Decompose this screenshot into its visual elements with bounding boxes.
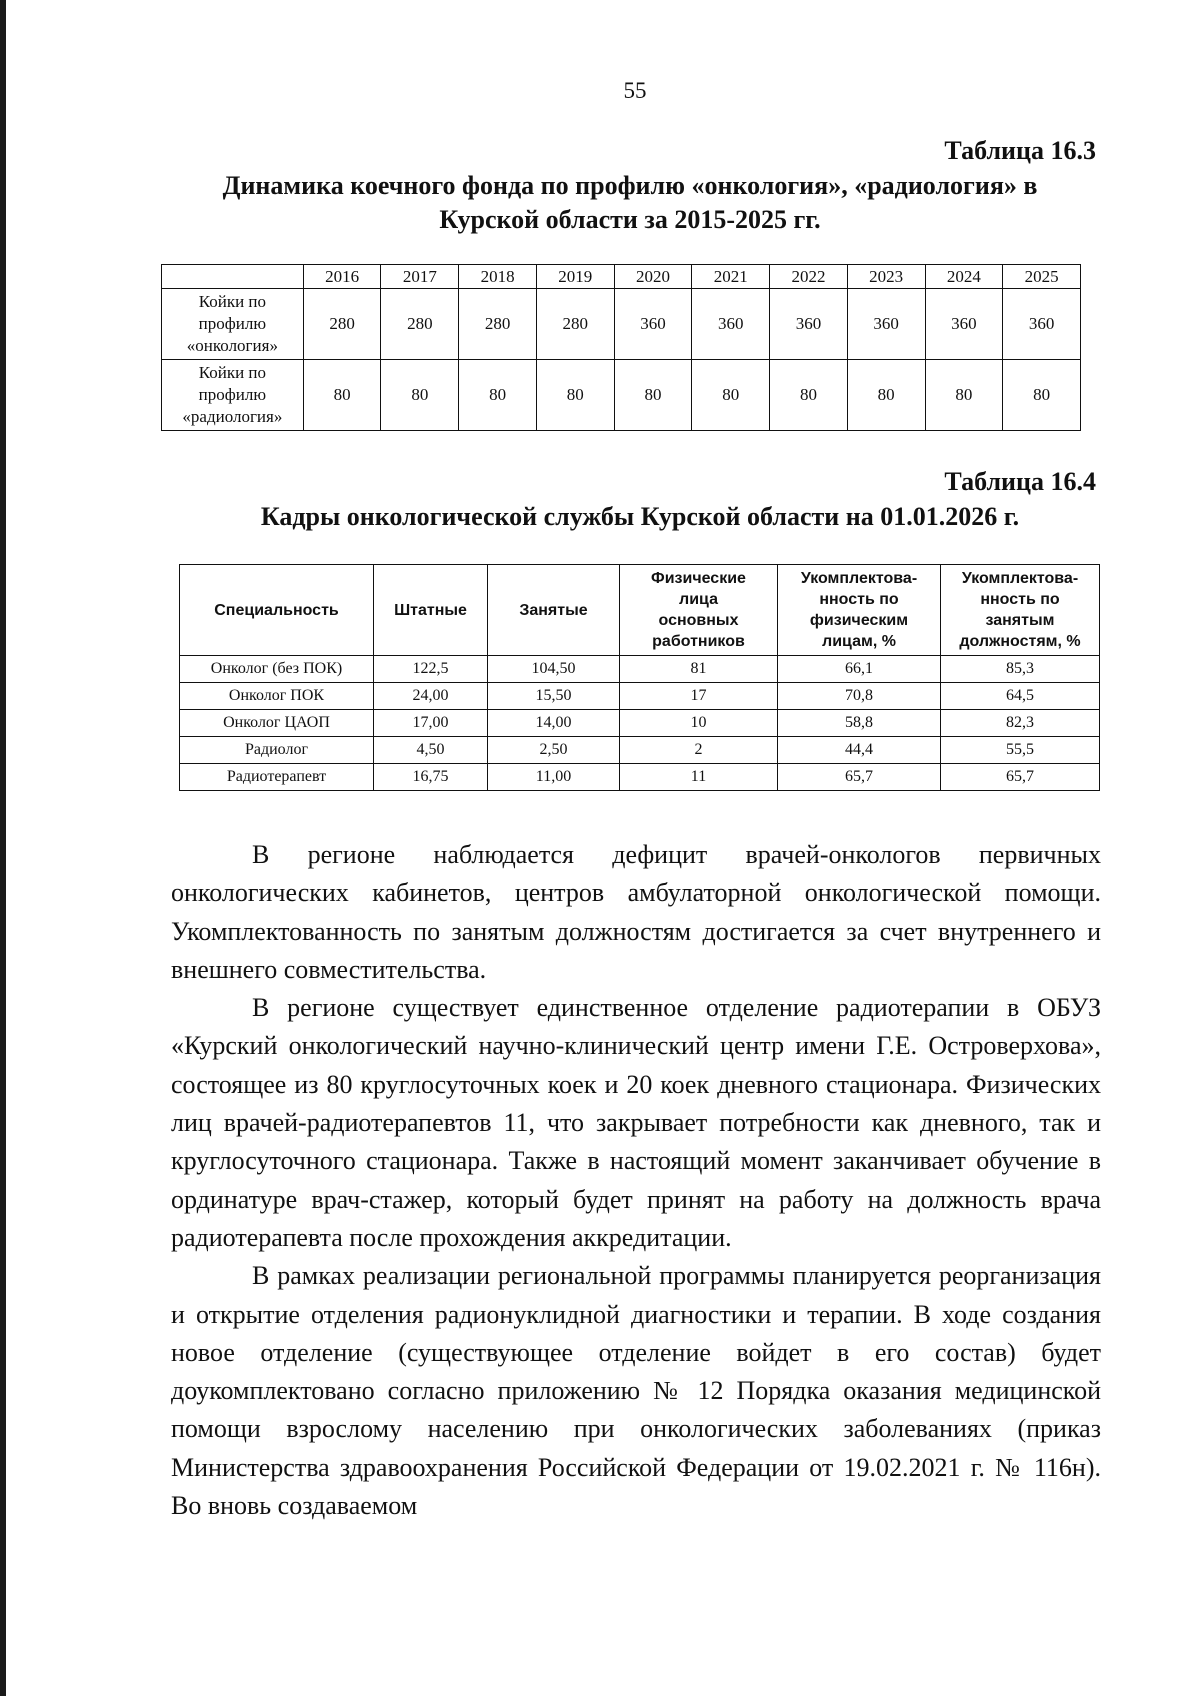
header-staffing-by-positions [941,565,1100,656]
table-row [162,360,1081,431]
table-cell: 17 [620,683,778,710]
table-cell: 360 [770,289,848,360]
table-row [162,289,1081,360]
row-label-oncology [162,289,304,360]
table-row [180,656,1100,683]
table-cell: 10 [620,710,778,737]
table-cell: 2 [620,737,778,764]
table-cell: Онколог (без ПОК) [180,656,374,683]
table-header-row [180,565,1100,656]
row-label-line: «радиология» [182,407,283,426]
table-16-3-caption-line1: Динамика коечного фонда по профилю «онкология», «радиология» в [222,171,1038,200]
table-cell: 80 [692,360,770,431]
bed-fund-table [161,264,1081,431]
paragraph: В рамках реализации региональной программы планируется реорганизация и открытие отделения радионуклидной диагностики и терапии. В ходе создания новое отделение (существующее отделение войдет в его состав) будет доукомплектовано согласно приложению № 12 Порядка оказания медицинской помощи взрослому населению при онкологических заболеваниях (приказ Министерства здравоохранения Российской Федерации от 19.02.2021 г. № 116н). Во вновь создаваемом [171,1261,1101,1521]
table-cell: 80 [536,360,614,431]
year-header: 2020 [614,265,692,289]
header-line: лица [679,591,718,608]
table-cell: 16,75 [374,764,488,791]
year-header: 2022 [770,265,848,289]
table-cell: 4,50 [374,737,488,764]
table-16-3-caption [160,169,1100,237]
table-cell: 80 [459,360,537,431]
table-cell: 360 [925,289,1003,360]
table-cell: 11 [620,764,778,791]
header-staffing-by-persons [778,565,941,656]
header-line: Укомплектова- [961,570,1079,587]
header-physical-persons [620,565,778,656]
table-cell: Радиотерапевт [180,764,374,791]
row-label-line: «онкология» [186,336,278,355]
year-header: 2021 [692,265,770,289]
header-line: занятым [985,612,1055,629]
table-cell: 55,5 [941,737,1100,764]
header-line: Занятые [519,601,588,619]
table-cell: Онколог ПОК [180,683,374,710]
row-label-line: профилю [198,314,267,333]
header-line: Укомплектова- [800,570,918,587]
table-cell: 11,00 [488,764,620,791]
year-header: 2024 [925,265,1003,289]
table-cell: 70,8 [778,683,941,710]
table-cell: 58,8 [778,710,941,737]
table-row [180,683,1100,710]
table-cell: 360 [614,289,692,360]
table-cell: Радиолог [180,737,374,764]
table-16-4-caption: Кадры онкологической службы Курской области на 01.01.2026 г. [260,502,1020,531]
table-cell: 14,00 [488,710,620,737]
paragraph: В регионе существует единственное отделение радиотерапии в ОБУЗ «Курский онкологический научно-клинический центр имени Г.Е. Островерхова», состоящее из 80 круглосуточных коек и 20 коек дневного стационара. Физических лиц врачей-радиотерапевтов 11, что закрывает потребности как дневного, так и круглосуточного стационара. Также в настоящий момент заканчивает обучение в ординатуре врач-стажер, который будет принят на работу на должность врача радиотерапевта после прохождения аккредитации. [171,993,1101,1252]
table-cell: 64,5 [941,683,1100,710]
header-line: лицам, % [822,633,896,650]
table-cell: 80 [614,360,692,431]
header-line: основных [658,612,739,629]
header-line: нность по [819,591,899,608]
header-specialty [180,565,374,656]
table-cell: 81 [620,656,778,683]
table-cell: 80 [925,360,1003,431]
year-header: 2017 [381,265,459,289]
year-header: 2018 [459,265,537,289]
paragraph: В регионе наблюдается дефицит врачей-онкологов первичных онкологических кабинетов, центров амбулаторной онкологической помощи. Укомплектованность по занятым должностям достигается за счет внутреннего и внешнего совместительства. [171,840,1101,984]
header-line: физическим [809,612,909,629]
header-line: Штатные [394,601,467,619]
table-16-3-id: Таблица 16.3 [944,136,1096,165]
table-cell: Онколог ЦАОП [180,710,374,737]
header-line: Специальность [214,601,339,619]
table-cell: 2,50 [488,737,620,764]
table-cell: 280 [536,289,614,360]
header-line: Физические [651,570,746,587]
header-line: нность по [980,591,1060,608]
table-cell: 104,50 [488,656,620,683]
table-cell: 82,3 [941,710,1100,737]
year-header: 2019 [536,265,614,289]
table-cell: 80 [847,360,925,431]
year-header: 2025 [1003,265,1081,289]
year-header: 2023 [847,265,925,289]
table-16-3-caption-line2: Курской области за 2015-2025 гг. [439,205,821,234]
table-row [180,764,1100,791]
header-staff-positions [374,565,488,656]
oncology-staff-table [179,564,1100,791]
row-label-line: профилю [198,385,267,404]
row-label-line: Койки по [198,292,267,311]
table-cell: 80 [303,360,381,431]
table-cell: 15,50 [488,683,620,710]
table-cell: 24,00 [374,683,488,710]
table-cell: 360 [847,289,925,360]
row-label-line: Койки по [198,363,267,382]
table-cell: 80 [381,360,459,431]
table-cell: 85,3 [941,656,1100,683]
table-cell: 17,00 [374,710,488,737]
table-header-row [162,265,1081,289]
row-label-radiology [162,360,304,431]
header-line: должностям, % [959,633,1081,650]
table-corner-cell [162,265,304,289]
table-cell: 280 [459,289,537,360]
table-cell: 360 [1003,289,1081,360]
page-number: 55 [623,78,647,103]
header-line: работников [652,633,745,650]
table-cell: 360 [692,289,770,360]
table-cell: 66,1 [778,656,941,683]
table-cell: 65,7 [778,764,941,791]
table-cell: 122,5 [374,656,488,683]
scan-edge [0,0,6,1696]
table-cell: 280 [381,289,459,360]
table-cell: 44,4 [778,737,941,764]
year-header: 2016 [303,265,381,289]
table-16-4-id: Таблица 16.4 [944,467,1096,496]
table-cell: 280 [303,289,381,360]
table-cell: 80 [1003,360,1081,431]
table-row [180,710,1100,737]
table-cell: 65,7 [941,764,1100,791]
header-occupied-positions [488,565,620,656]
body-text [171,836,1101,1525]
table-row [180,737,1100,764]
table-cell: 80 [770,360,848,431]
